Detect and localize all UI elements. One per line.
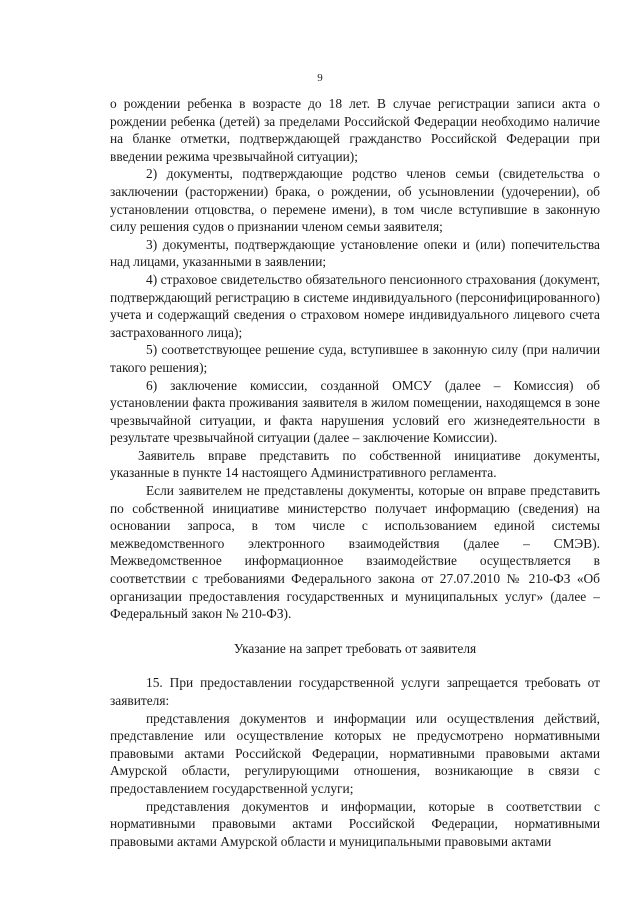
paragraph-item-2: 2) документы, подтверждающие родство членов семьи (свидетельства о заключении (расторжении) брака, о рождении, об усыновлении (удочерении), об установлении отцовства, о перемене имени), в том числе вступившие в законную силу решения судов о признании членом семьи заявителя; xyxy=(110,166,600,235)
page-number: 9 xyxy=(317,72,323,84)
paragraph-birth-record: о рождении ребенка в возрасте до 18 лет. В случае регистрации записи акта о рождении ребенка (детей) за пределами Российской Федерации необходимо наличие на бланке отметки, подтверждающей гражданство Российской Федерации при введении режима чрезвычайной ситуации); xyxy=(110,96,600,164)
paragraph-applicant-right: Заявитель вправе представить по собственной инициативе документы, указанные в пункте 14 настоящего Административного регламента. xyxy=(110,447,600,481)
paragraph-interagency-request: Если заявителем не представлены документы, которые он вправе представить по собственной инициативе министерство получает информацию (сведения) на основании запроса, в том числе с использованием единой системы межведомственного электронного взаимодействия (далее – СМЭВ). Межведомственное информационное взаимодействие осуществляется в соответствии с требованиями Федерального закона от 27.07.2010 № 210-ФЗ «Об организации предоставления государственных и муниципальных услуг» (далее – Федеральный закон № 210-ФЗ). xyxy=(110,483,600,622)
paragraph-prohibition-1: представления документов и информации или осуществления действий, представление или осуществление которых не предусмотрено нормативными правовыми актами Российской Федерации, нормативными правовыми актами Амурской области, регулирующими отношения, возникающие в связи с предоставлением государственной услуги; xyxy=(110,710,600,796)
document-body xyxy=(110,95,600,850)
paragraph-prohibition-2: представления документов и информации, которые в соответствии с нормативными правовыми актами Российской Федерации, нормативными правовыми актами Амурской области и муниципальными правовыми актами xyxy=(110,798,600,849)
paragraph-item-6: 6) заключение комиссии, созданной ОМСУ (далее – Комиссия) об установлении факта проживания заявителя в жилом помещении, находящемся в зоне чрезвычайной ситуации, и факта нарушения условий его жизнедеятельности в результате чрезвычайной ситуации (далее – заключение Комиссии). xyxy=(110,377,600,446)
paragraph-item-4: 4) страховое свидетельство обязательного пенсионного страхования (документ, подтверждающий регистрацию в системе индивидуального (персонифицированного) учета и содержащий сведения о страховом номере индивидуального лицевого счета застрахованного лица); xyxy=(110,271,600,340)
paragraph-item-5: 5) соответствующее решение суда, вступившее в законную силу (при наличии такого решения); xyxy=(110,342,600,375)
paragraph-item-15: 15. При предоставлении государственной услуги запрещается требовать от заявителя: xyxy=(110,675,600,708)
section-heading: Указание на запрет требовать от заявителя xyxy=(233,640,477,656)
paragraph-item-3: 3) документы, подтверждающие установление опеки и (или) попечительства над лицами, указанными в заявлении; xyxy=(110,236,600,270)
